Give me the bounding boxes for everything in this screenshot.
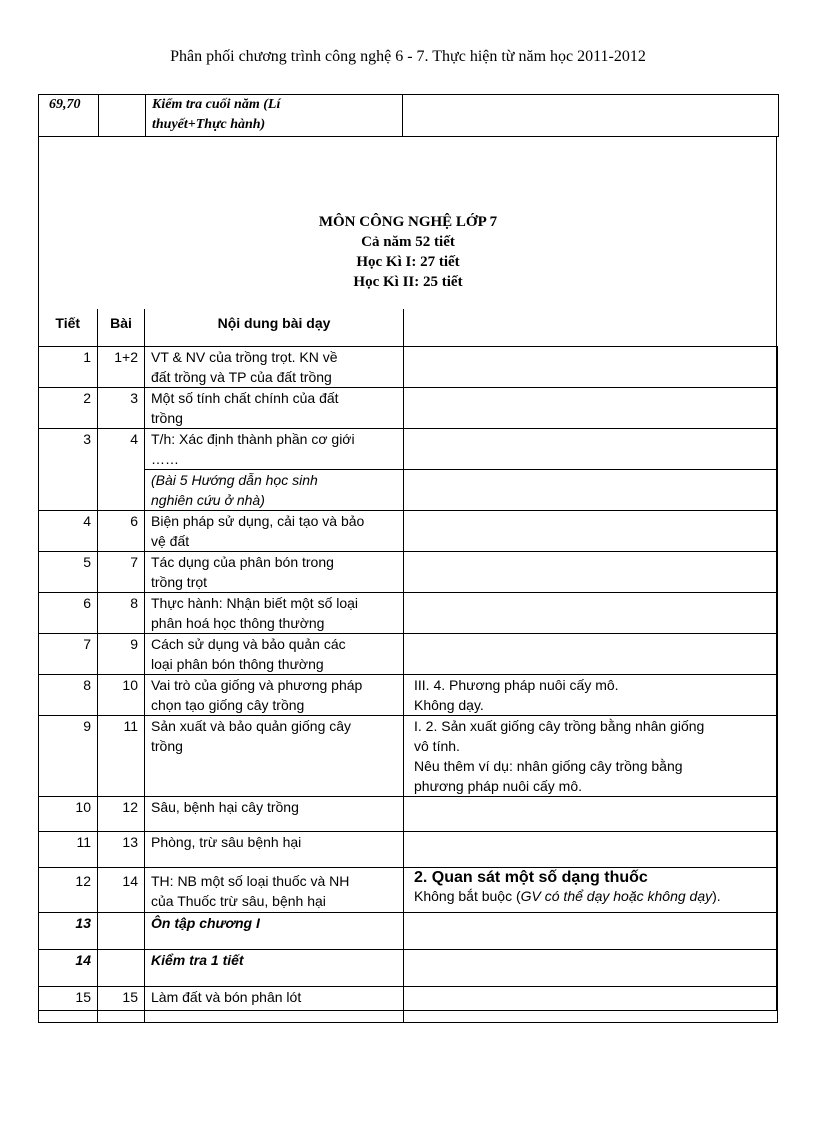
table-row	[39, 387, 778, 428]
section-titles	[0, 212, 816, 292]
period-cell: 3	[39, 428, 98, 510]
period-cell: 14	[39, 949, 98, 986]
lesson-cell: 9	[98, 633, 145, 674]
header-content: Nội dung bài dạy	[145, 309, 404, 346]
table-row	[39, 592, 778, 633]
table-row	[39, 831, 778, 867]
content-cell: Kiểm tra cuối năm (Lí thuyết+Thực hành)	[146, 95, 403, 137]
period-cell: 11	[39, 831, 98, 867]
table-row	[39, 674, 778, 715]
header-lesson: Bài	[98, 309, 145, 346]
lesson-cell	[98, 912, 145, 949]
table-row	[39, 469, 778, 510]
period-cell: 10	[39, 796, 98, 831]
content-cell: Tác dụng của phân bón trong trồng trọt	[145, 551, 404, 592]
note-cell: 2. Quan sát một số dạng thuốc Không bắt buộc (GV có thể dạy hoặc không dạy).	[404, 867, 778, 912]
lesson-cell: 11	[98, 715, 145, 796]
period-cell: 4	[39, 510, 98, 551]
note-cell: I. 2. Sản xuất giống cây trồng bằng nhân giống vô tính. Nêu thêm ví dụ: nhân giống cây trồng bằng phương pháp nuôi cấy mô.	[404, 715, 778, 796]
period-cell: 9	[39, 715, 98, 796]
table-row	[39, 95, 779, 137]
content-cell: Thực hành: Nhận biết một số loại phân hoá học thông thường	[145, 592, 404, 633]
period-cell: 13	[39, 912, 98, 949]
table-row	[39, 428, 778, 469]
table-row	[39, 715, 778, 796]
table-row	[39, 912, 778, 949]
lesson-cell: 7	[98, 551, 145, 592]
note-cell	[404, 428, 778, 469]
page-header: Phân phối chương trình công nghệ 6 - 7. Thực hiện từ năm học 2011-2012	[170, 48, 646, 65]
note-cell	[404, 469, 778, 510]
period-cell: 15	[39, 986, 98, 1022]
content-cell: Sản xuất và bảo quản giống cây trồng	[145, 715, 404, 796]
lesson-cell: 6	[98, 510, 145, 551]
period-cell: 12	[39, 867, 98, 912]
lesson-cell: 13	[98, 831, 145, 867]
content-cell: Một số tính chất chính của đất trồng	[145, 387, 404, 428]
content-cell: Biện pháp sử dụng, cải tạo và bảo vệ đất	[145, 510, 404, 551]
section-term1: Học Kì I: 27 tiết	[356, 254, 460, 270]
period-cell: 2	[39, 387, 98, 428]
note-cell	[404, 912, 778, 949]
table-row	[39, 551, 778, 592]
content-cell: T/h: Xác định thành phần cơ giới ……	[145, 428, 404, 469]
lesson-cell: 15	[98, 986, 145, 1022]
lesson-cell: 4	[98, 428, 145, 510]
header-row	[39, 309, 778, 346]
header-note	[404, 309, 778, 346]
table-row	[39, 986, 778, 1022]
lesson-cell: 8	[98, 592, 145, 633]
note-cell	[404, 510, 778, 551]
content-cell: Kiểm tra 1 tiết	[145, 949, 404, 986]
period-cell: 1	[39, 346, 98, 387]
section-total: Cả năm 52 tiết	[361, 234, 455, 250]
note-cell	[404, 387, 778, 428]
lesson-cell: 10	[98, 674, 145, 715]
note-cell	[404, 949, 778, 986]
period-cell: 7	[39, 633, 98, 674]
content-cell: Sâu, bệnh hại cây trồng	[145, 796, 404, 831]
period-cell: 69,70	[39, 95, 99, 137]
note-cell	[404, 796, 778, 831]
note-cell: III. 4. Phương pháp nuôi cấy mô. Không dạy.	[404, 674, 778, 715]
note-cell	[404, 551, 778, 592]
note-cell	[404, 986, 778, 1022]
table-row	[39, 510, 778, 551]
content-cell: (Bài 5 Hướng dẫn học sinh nghiên cứu ở nhà)	[145, 469, 404, 510]
section-title: MÔN CÔNG NGHỆ LỚP 7	[318, 214, 498, 230]
note-cell	[404, 831, 778, 867]
note-cell	[404, 592, 778, 633]
content-cell: TH: NB một số loại thuốc và NH của Thuốc trừ sâu, bệnh hại	[145, 867, 404, 912]
period-cell: 5	[39, 551, 98, 592]
period-cell: 6	[39, 592, 98, 633]
content-cell: VT & NV của trồng trọt. KN về đất trồng và TP của đất trồng	[145, 346, 404, 387]
period-cell: 8	[39, 674, 98, 715]
lesson-cell: 1+2	[98, 346, 145, 387]
lesson-cell: 3	[98, 387, 145, 428]
lesson-cell: 14	[98, 867, 145, 912]
note-cell	[403, 95, 779, 137]
content-cell: Ôn tập chương I	[145, 912, 404, 949]
header-period: Tiết	[55, 315, 81, 331]
lesson-cell	[99, 95, 146, 137]
schedule-table	[38, 309, 778, 1023]
section-term2: Học Kì II: 25 tiết	[353, 274, 463, 290]
table-row	[39, 346, 778, 387]
table-row	[39, 867, 778, 912]
lesson-cell	[98, 949, 145, 986]
note-cell	[404, 346, 778, 387]
content-cell: Vai trò của giống và phương pháp chọn tạo giống cây trồng	[145, 674, 404, 715]
top-table	[38, 94, 779, 137]
table-row	[39, 949, 778, 986]
content-cell: Làm đất và bón phân lót	[145, 986, 404, 1022]
lesson-cell: 12	[98, 796, 145, 831]
table-row	[39, 633, 778, 674]
note-cell	[404, 633, 778, 674]
table-row	[39, 796, 778, 831]
content-cell: Phòng, trừ sâu bệnh hại	[145, 831, 404, 867]
content-cell: Cách sử dụng và bảo quản các loại phân bón thông thường	[145, 633, 404, 674]
